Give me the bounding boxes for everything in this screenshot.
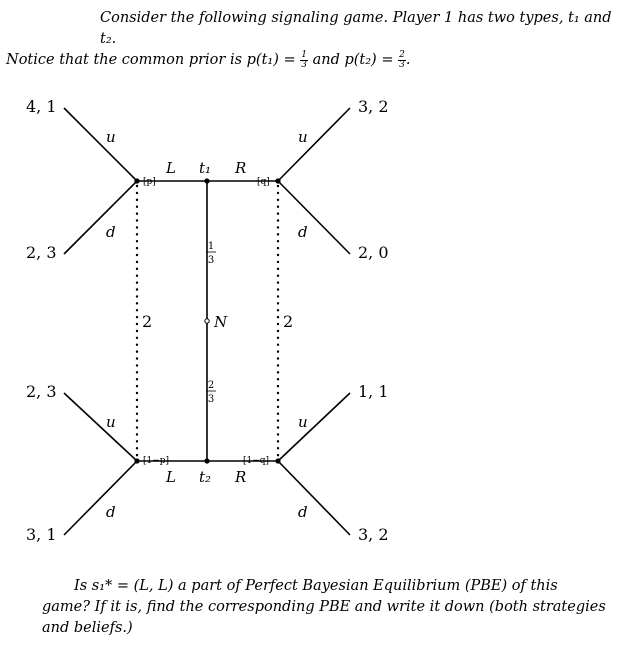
payoff-left-bottom-d: 3, 1 [26, 525, 57, 544]
edge-right-top-u [278, 108, 350, 181]
payoff-left-top-d: 2, 3 [26, 243, 57, 262]
edge-right-bottom-u [278, 393, 350, 461]
node-t1 [204, 178, 209, 183]
intro-prior-text: Notice that the common prior is [6, 52, 247, 68]
edge-right-top-d [278, 181, 350, 254]
prior-t1: p(t₁) = [246, 52, 301, 68]
intro-line-1: Consider the following signaling game. Player 1 has two types, t₁ and t₂. [100, 10, 612, 47]
question-line-2: game? If it is, find the corresponding PBE and write it down (both strategies [42, 599, 606, 615]
prior-t2-fraction: $\frac{2}{3}$ [399, 49, 405, 70]
prior-t2: p(t₂) = [344, 52, 399, 68]
prob-top-denominator: 3 [207, 255, 215, 266]
action-right-top-d: d [298, 223, 308, 241]
payoff-right-top-d: 2, 0 [358, 243, 389, 262]
label-t2: t₂ [199, 468, 212, 486]
question-text [42, 576, 606, 639]
label-L-bottom: L [166, 468, 176, 486]
action-left-top-d: d [106, 223, 116, 241]
prior-t1-fraction: $\frac{1}{3}$ [301, 49, 307, 70]
node-left-top [134, 178, 139, 183]
node-left-bottom [134, 458, 139, 463]
label-R-bottom: R [235, 468, 247, 486]
prob-bottom-numerator: 2 [207, 380, 215, 391]
intro-line-2: Notice that the common prior is p(t₁) = $\frac{1}{3}$ and p(t₂) = $\frac{2}{3}$ . [6, 49, 411, 70]
edge-left-top-d [64, 181, 137, 254]
payoff-left-bottom-u: 2, 3 [26, 382, 57, 401]
edge-left-bottom-u [64, 393, 137, 461]
receiver-label-right: 2 [283, 312, 294, 331]
belief-right-top: [q] [257, 177, 270, 187]
belief-right-bottom: [1−q] [243, 456, 270, 466]
action-right-bottom-u: u [298, 413, 308, 431]
label-nature: N [214, 313, 228, 331]
prob-top-numerator: 1 [207, 241, 215, 252]
label-L-top: L [166, 159, 176, 177]
label-R-top: R [235, 159, 247, 177]
receiver-label-left: 2 [142, 312, 153, 331]
question-line-3: and beliefs.) [42, 620, 133, 636]
label-t1: t₁ [199, 159, 212, 177]
prob-bottom-denominator: 3 [207, 394, 215, 405]
payoff-left-top-u: 4, 1 [26, 97, 57, 116]
belief-left-bottom: [1−p] [143, 456, 170, 466]
action-left-bottom-d: d [106, 503, 116, 521]
action-left-top-u: u [106, 128, 116, 146]
edge-left-top-u [64, 108, 137, 181]
action-left-bottom-u: u [106, 413, 116, 431]
question-line-1: Is s₁* = (L, L) a part of Perfect Bayesian Equilibrium (PBE) of this [74, 578, 558, 594]
payoff-right-bottom-u: 1, 1 [358, 382, 389, 401]
node-t2 [204, 458, 209, 463]
intro-and: and [307, 52, 345, 68]
node-right-bottom [275, 458, 280, 463]
action-right-bottom-d: d [298, 503, 308, 521]
edge-right-bottom-d [278, 461, 350, 535]
action-right-top-u: u [298, 128, 308, 146]
node-right-top [275, 178, 280, 183]
node-nature [205, 319, 209, 323]
edge-left-bottom-d [64, 461, 137, 535]
payoff-right-top-u: 3, 2 [358, 97, 389, 116]
belief-left-top: [p] [143, 177, 156, 187]
payoff-right-bottom-d: 3, 2 [358, 525, 389, 544]
